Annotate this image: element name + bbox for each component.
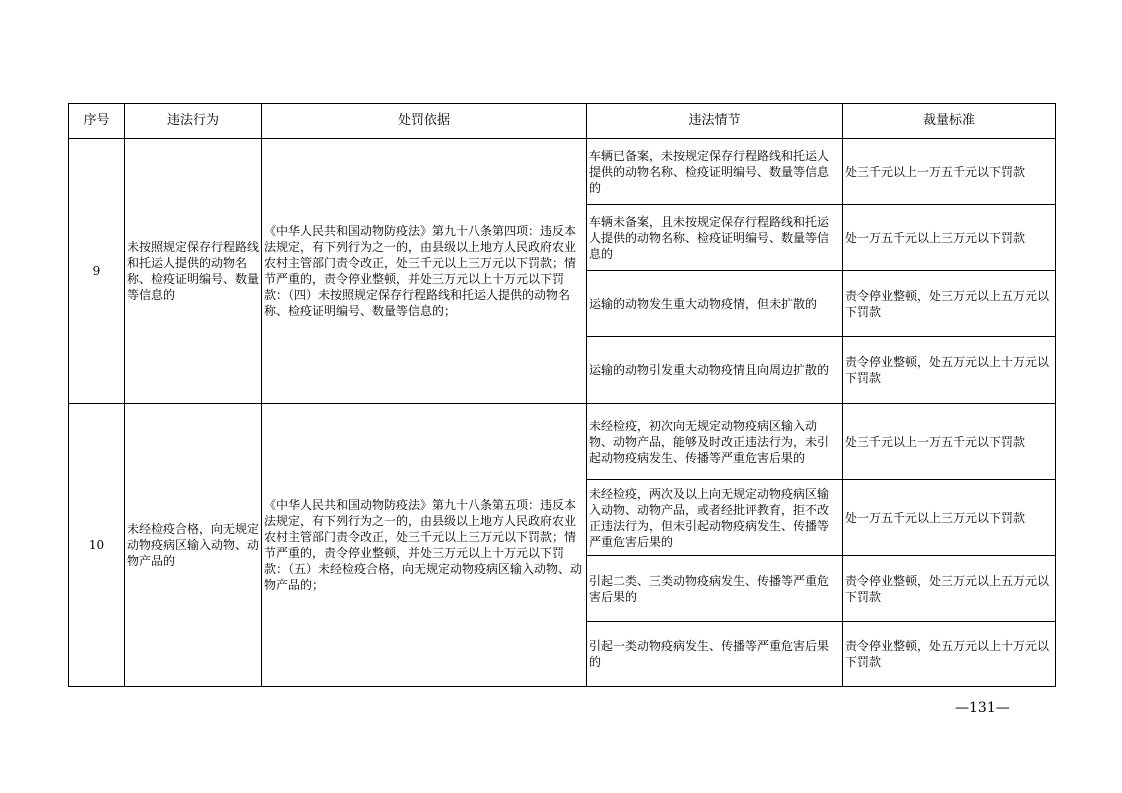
circumstance: 车辆已备案，未按规定保存行程路线和托运人提供的动物名称、检疫证明编号、数量等信息的	[587, 139, 843, 205]
standard: 处一万五千元以上三万元以下罚款	[843, 205, 1056, 271]
header-behavior: 违法行为	[125, 104, 262, 139]
circumstance: 运输的动物发生重大动物疫情，但未扩散的	[587, 271, 843, 337]
penalty-basis: 《中华人民共和国动物防疫法》第九十八条第四项：违反本法规定，有下列行为之一的，由县级以上地方人民政府农业农村主管部门责令改正，处三千元以上三万元以下罚款；情节严重的，责令停业整顿，并处三万元以上十万元以下罚款：（四）未按照规定保存行程路线和托运人提供的动物名称、检疫证明编号、数量等信息的；	[262, 139, 587, 404]
page-number: —131—	[955, 700, 1010, 716]
table-row	[69, 139, 1056, 205]
standard: 责令停业整顿，处五万元以上十万元以下罚款	[843, 337, 1056, 404]
circumstance: 未经检疫，初次向无规定动物疫病区输入动物、动物产品，能够及时改正违法行为，未引起动物疫病发生、传播等严重危害后果的	[587, 404, 843, 480]
header-standard: 裁量标准	[843, 104, 1056, 139]
circumstance: 引起一类动物疫病发生、传播等严重危害后果的	[587, 622, 843, 687]
violation-behavior: 未按照规定保存行程路线和托运人提供的动物名称、检疫证明编号、数量等信息的	[125, 139, 262, 404]
penalty-table	[68, 103, 1056, 687]
standard: 处三千元以上一万五千元以下罚款	[843, 404, 1056, 480]
circumstance: 未经检疫，两次及以上向无规定动物疫病区输入动物、动物产品，或者经批评教育，拒不改正违法行为，但未引起动物疫病发生、传播等严重危害后果的	[587, 480, 843, 556]
standard: 处三千元以上一万五千元以下罚款	[843, 139, 1056, 205]
item-number: 9	[69, 139, 125, 404]
penalty-basis: 《中华人民共和国动物防疫法》第九十八条第五项：违反本法规定，有下列行为之一的，由县级以上地方人民政府农业农村主管部门责令改正，处三千元以上三万元以下罚款；情节严重的，责令停业整顿，并处三万元以上十万元以下罚款：（五）未经检疫合格，向无规定动物疫病区输入动物、动物产品的；	[262, 404, 587, 687]
standard: 责令停业整顿，处三万元以上五万元以下罚款	[843, 556, 1056, 622]
standard: 责令停业整顿，处五万元以上十万元以下罚款	[843, 622, 1056, 687]
circumstance: 车辆未备案，且未按规定保存行程路线和托运人提供的动物名称、检疫证明编号、数量等信息的	[587, 205, 843, 271]
header-row	[69, 104, 1056, 139]
violation-behavior: 未经检疫合格，向无规定动物疫病区输入动物、动物产品的	[125, 404, 262, 687]
standard: 责令停业整顿，处三万元以上五万元以下罚款	[843, 271, 1056, 337]
header-basis: 处罚依据	[262, 104, 587, 139]
circumstance: 引起二类、三类动物疫病发生、传播等严重危害后果的	[587, 556, 843, 622]
table-row	[69, 404, 1056, 480]
standard: 处一万五千元以上三万元以下罚款	[843, 480, 1056, 556]
header-circumstance: 违法情节	[587, 104, 843, 139]
circumstance: 运输的动物引发重大动物疫情且向周边扩散的	[587, 337, 843, 404]
header-number: 序号	[69, 104, 125, 139]
item-number: 10	[69, 404, 125, 687]
